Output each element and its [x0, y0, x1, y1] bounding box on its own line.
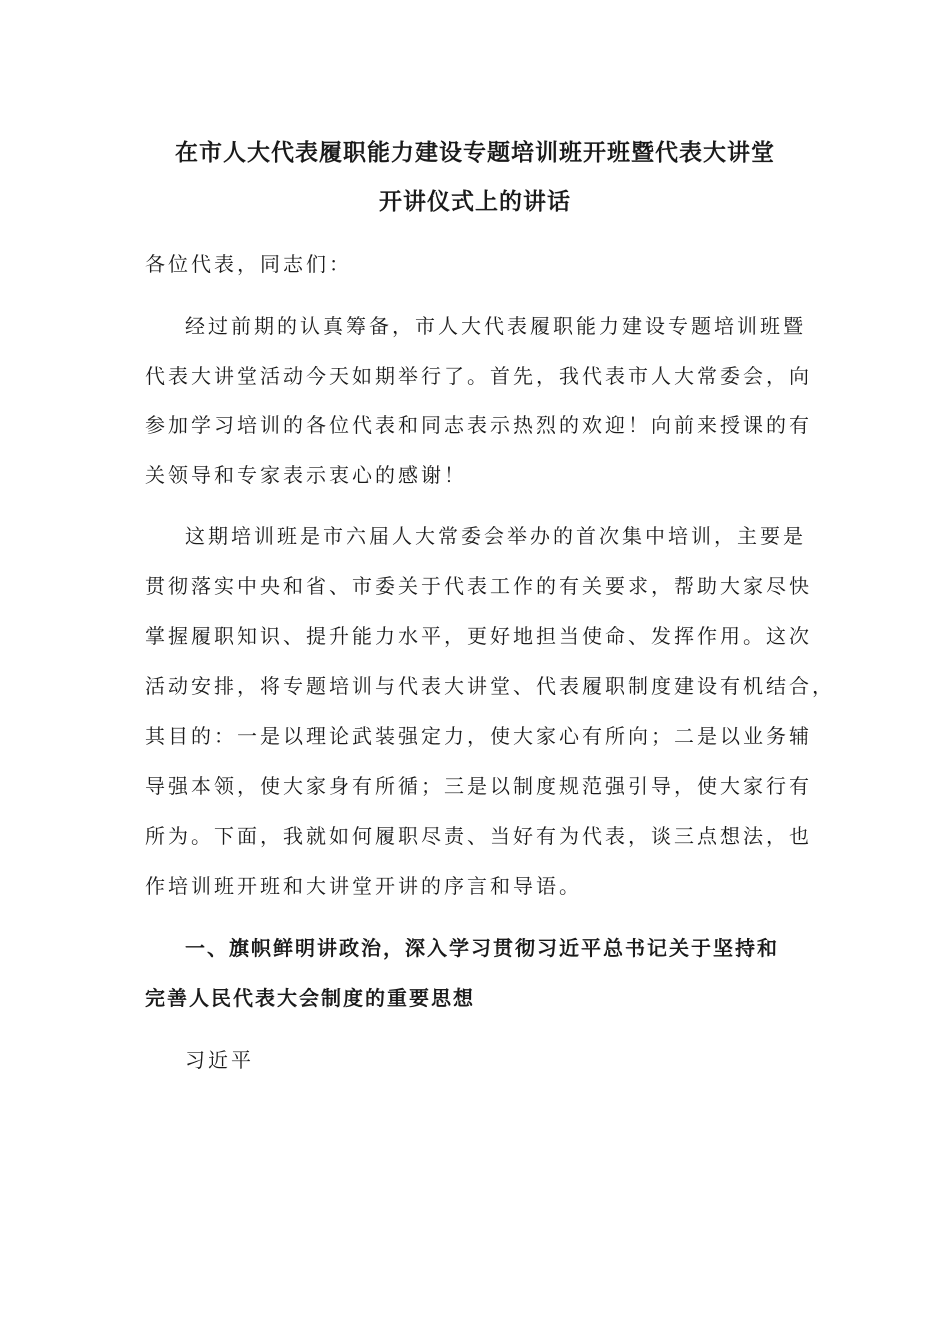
paragraph-line: 所为。下面，我就如何履职尽责、当好有为代表，谈三点想法，也 [145, 824, 812, 848]
paragraph-line: 掌握履职知识、提升能力水平，更好地担当使命、发挥作用。这次 [145, 624, 812, 648]
section-heading-line: 完善人民代表大会制度的重要思想 [145, 986, 475, 1010]
paragraph-line: 经过前期的认真筹备，市人大代表履职能力建设专题培训班暨 [185, 314, 806, 338]
document-title-line-2: 开讲仪式上的讲话 [379, 189, 571, 215]
salutation: 各位代表，同志们： [145, 252, 352, 276]
document-title-line-1: 在市人大代表履职能力建设专题培训班开班暨代表大讲堂 [175, 140, 775, 166]
paragraph-line: 其目的：一是以理论武装强定力，使大家心有所向；二是以业务辅 [145, 724, 812, 748]
paragraph-line: 导强本领，使大家身有所循；三是以制度规范强引导，使大家行有 [145, 774, 812, 798]
paragraph-line: 贯彻落实中央和省、市委关于代表工作的有关要求，帮助大家尽快 [145, 574, 812, 598]
section-1-body-start: 习近平 [185, 1048, 254, 1072]
paragraph-line: 活动安排，将专题培训与代表大讲堂、代表履职制度建设有机结合， [145, 674, 835, 698]
paragraph-line: 关领导和专家表示衷心的感谢！ [145, 463, 467, 487]
paragraph-line: 代表大讲堂活动今天如期举行了。首先，我代表市人大常委会，向 [145, 364, 812, 388]
paragraph-line: 这期培训班是市六届人大常委会举办的首次集中培训，主要是 [185, 524, 806, 548]
paragraph-line: 作培训班开班和大讲堂开讲的序言和导语。 [145, 874, 582, 898]
section-heading-line: 一、旗帜鲜明讲政治，深入学习贯彻习近平总书记关于坚持和 [185, 936, 779, 960]
paragraph-line: 参加学习培训的各位代表和同志表示热烈的欢迎！向前来授课的有 [145, 413, 812, 437]
